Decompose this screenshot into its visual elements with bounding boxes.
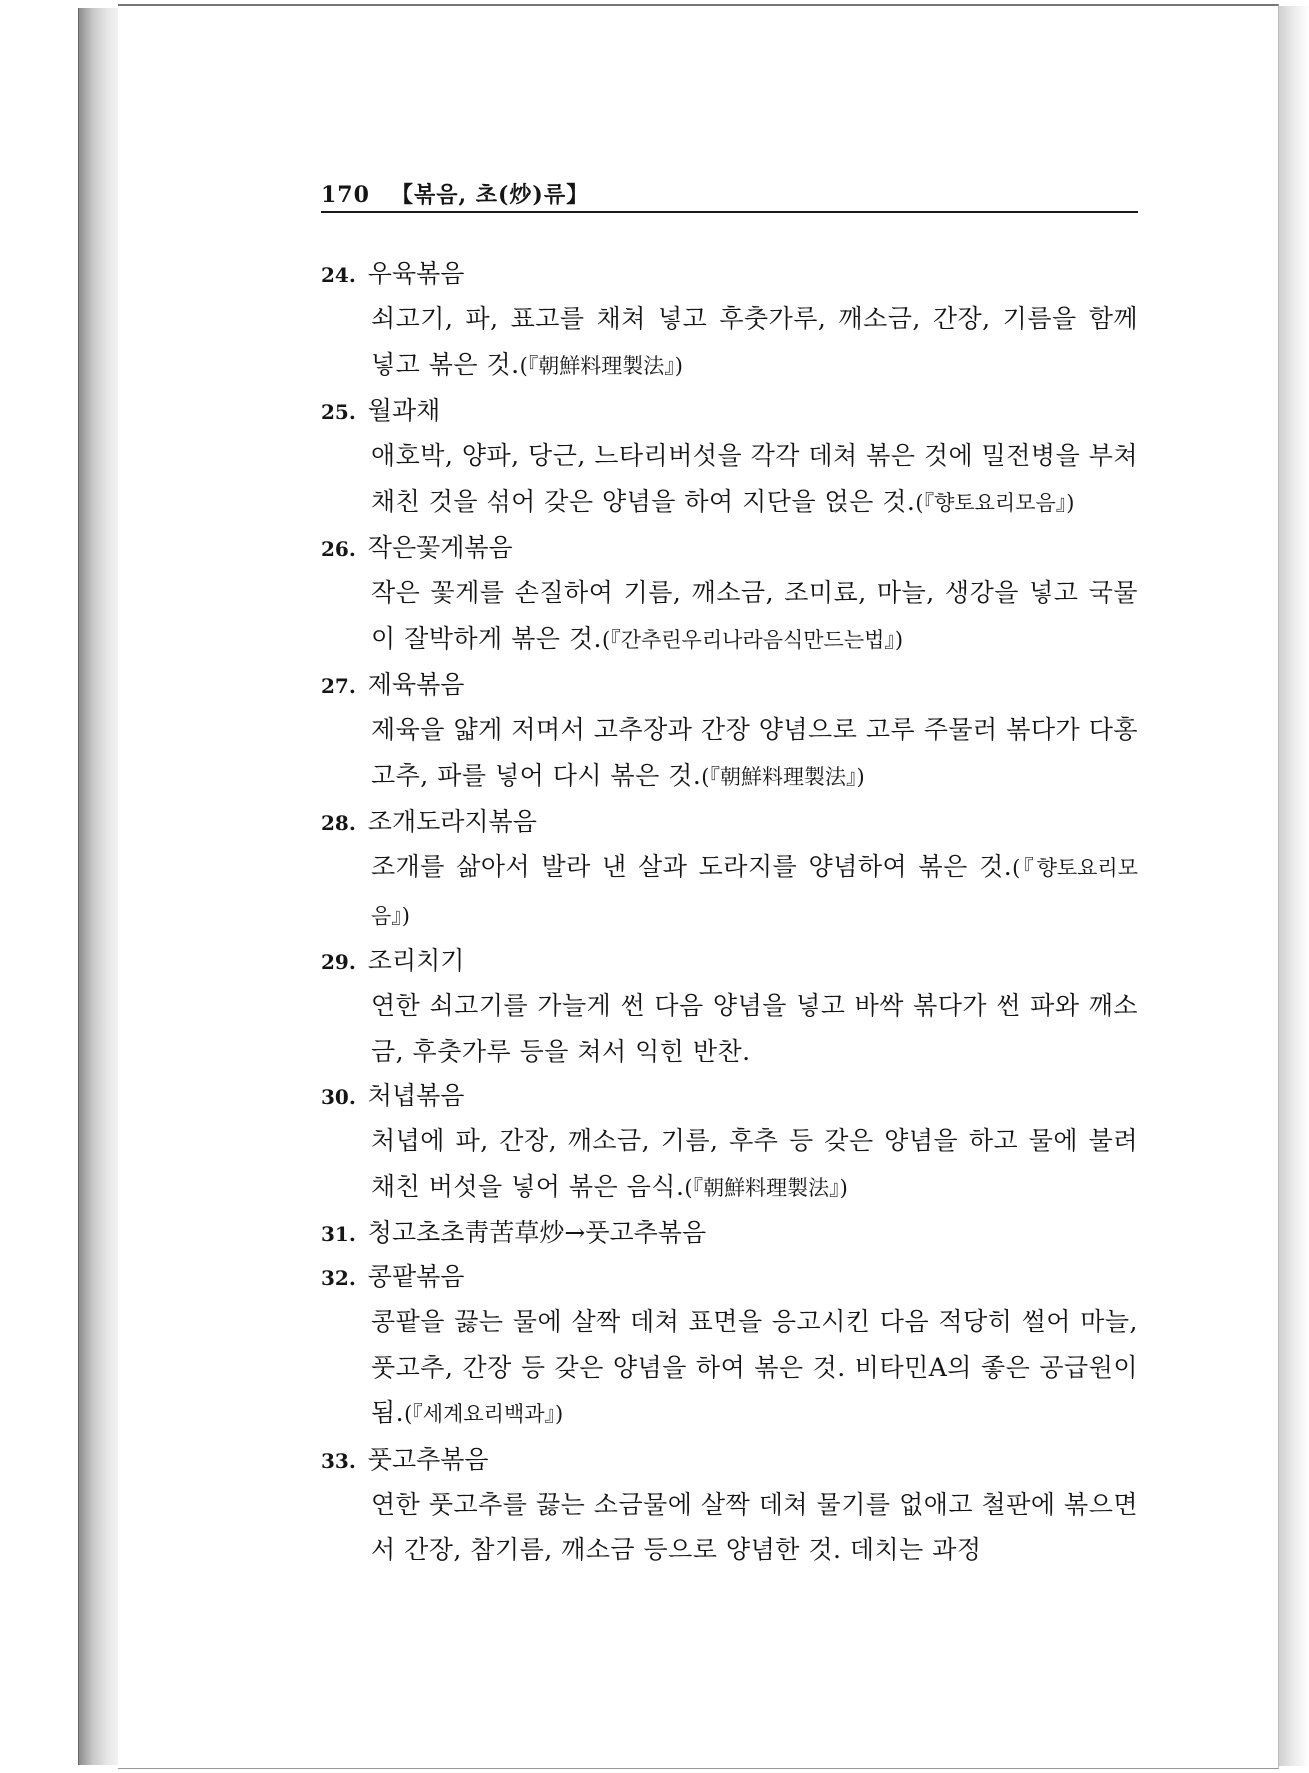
entry-text: 애호박, 양파, 당근, 느타리버섯을 각각 데쳐 볶은 것에 밀전병을 부쳐 채친 것을 섞어 갖은 양념을 하여 지단을 얹은 것.: [371, 441, 1138, 516]
entry-source: (『향토요리모음』): [371, 856, 1139, 928]
entry-title: [321, 939, 1138, 983]
entry-text: 쇠고기, 파, 표고를 채쳐 넣고 후춧가루, 깨소금, 간장, 기름을 함께 넣고 볶은 것.: [371, 304, 1138, 379]
entry-28: [321, 800, 1138, 939]
entry-number: 32.: [321, 1266, 356, 1290]
entry-title: [321, 663, 1138, 707]
entry-title: [321, 526, 1138, 570]
section-title: 【볶음, 초(炒)류】: [390, 182, 590, 208]
entry-number: 30.: [321, 1085, 356, 1109]
entry-heading: 우육볶음: [367, 259, 465, 288]
entry-description: [371, 433, 1138, 526]
entry-title: [321, 1255, 1138, 1299]
entry-33: [321, 1438, 1138, 1573]
running-head: [321, 180, 1138, 210]
entry-source: (『朝鮮料理製法』): [684, 1175, 848, 1200]
entry-number: 31.: [321, 1222, 356, 1246]
entry-30: [321, 1074, 1138, 1211]
entry-number: 28.: [321, 811, 356, 835]
entry-description: [371, 1299, 1138, 1438]
entry-heading: 제육볶음: [367, 670, 465, 699]
entry-text: 조개를 삶아서 발라 낸 살과 도라지를 양념하여 볶은 것.: [371, 852, 1013, 881]
entry-description: [371, 707, 1138, 800]
entry-heading: 조리치기: [367, 946, 465, 975]
entry-number: 25.: [321, 400, 356, 424]
entry-27: [321, 663, 1138, 800]
entry-heading: 청고초초靑苦草炒→풋고추볶음: [367, 1218, 707, 1247]
entry-description: [371, 844, 1138, 939]
entry-heading: 풋고추볶음: [367, 1444, 489, 1474]
entry-24: [321, 252, 1138, 389]
entry-description: [371, 983, 1138, 1074]
entry-heading: 콩팥볶음: [367, 1262, 465, 1291]
entry-heading: 처녑볶음: [367, 1081, 465, 1110]
entry-description: [371, 570, 1138, 663]
entry-title: [321, 252, 1138, 296]
entry-title: [321, 1074, 1138, 1118]
entry-25: [321, 389, 1138, 526]
entry-number: 27.: [321, 674, 356, 698]
entry-title: [321, 800, 1138, 844]
entry-text: 콩팥을 끓는 물에 살짝 데쳐 표면을 응고시킨 다음 적당히 썰어 마늘, 풋고추, 간장 등 갖은 양념을 하여 볶은 것. 비타민A의 좋은 공급원이 됨.: [371, 1307, 1138, 1427]
entry-32: [321, 1255, 1138, 1438]
entry-number: 26.: [321, 537, 356, 561]
entry-text: 연한 풋고추를 끓는 소금물에 살짝 데쳐 물기를 없애고 철판에 볶으면서 간장, 참기름, 깨소금 등으로 양념한 것. 데치는 과정: [371, 1489, 1138, 1564]
entry-title: [321, 1438, 1138, 1482]
entry-heading: 작은꽃게볶음: [367, 533, 513, 562]
page-right-shadow: [1279, 6, 1309, 1766]
entry-title: [321, 389, 1138, 433]
page-number: 170: [321, 182, 370, 208]
entry-26: [321, 526, 1138, 663]
entry-description: [371, 296, 1138, 389]
entry-source: (『세계요리백과』): [404, 1402, 564, 1426]
entry-title: [321, 1211, 1138, 1255]
entry-number: 33.: [321, 1448, 356, 1473]
entry-text: 제육을 얇게 저며서 고추장과 간장 양념으로 고루 주물러 볶다가 다홍고추, 파를 넣어 다시 볶은 것.: [371, 715, 1138, 790]
entry-31: [321, 1211, 1138, 1255]
entry-source: (『향토요리모음』): [915, 490, 1075, 515]
entry-description: [371, 1118, 1138, 1211]
entry-heading: 조개도라지볶음: [367, 807, 537, 836]
book-spine-edge: [78, 8, 119, 1765]
entry-source: (『朝鮮料理製法』): [519, 353, 683, 378]
entry-source: (『朝鮮料理製法』): [701, 764, 865, 789]
entry-number: 24.: [321, 263, 356, 287]
entry-29: [321, 939, 1138, 1074]
entry-text: 작은 꽃게를 손질하여 기름, 깨소금, 조미료, 마늘, 생강을 넣고 국물이 잘박하게 볶은 것.: [371, 578, 1138, 653]
entry-list: [321, 252, 1138, 1573]
entry-number: 29.: [321, 950, 356, 974]
entry-heading: 월과채: [367, 396, 441, 425]
entry-source: (『간추린우리나라음식만드는법』): [602, 627, 904, 652]
header-rule: [321, 211, 1138, 213]
entry-text: 처녑에 파, 간장, 깨소금, 기름, 후추 등 갖은 양념을 하고 물에 불려 채친 버섯을 넣어 볶은 음식.: [371, 1126, 1138, 1201]
entry-text: 연한 쇠고기를 가늘게 썬 다음 양념을 넣고 바싹 볶다가 썬 파와 깨소금, 후춧가루 등을 쳐서 익힌 반찬.: [371, 991, 1138, 1066]
entry-description: [371, 1482, 1138, 1573]
